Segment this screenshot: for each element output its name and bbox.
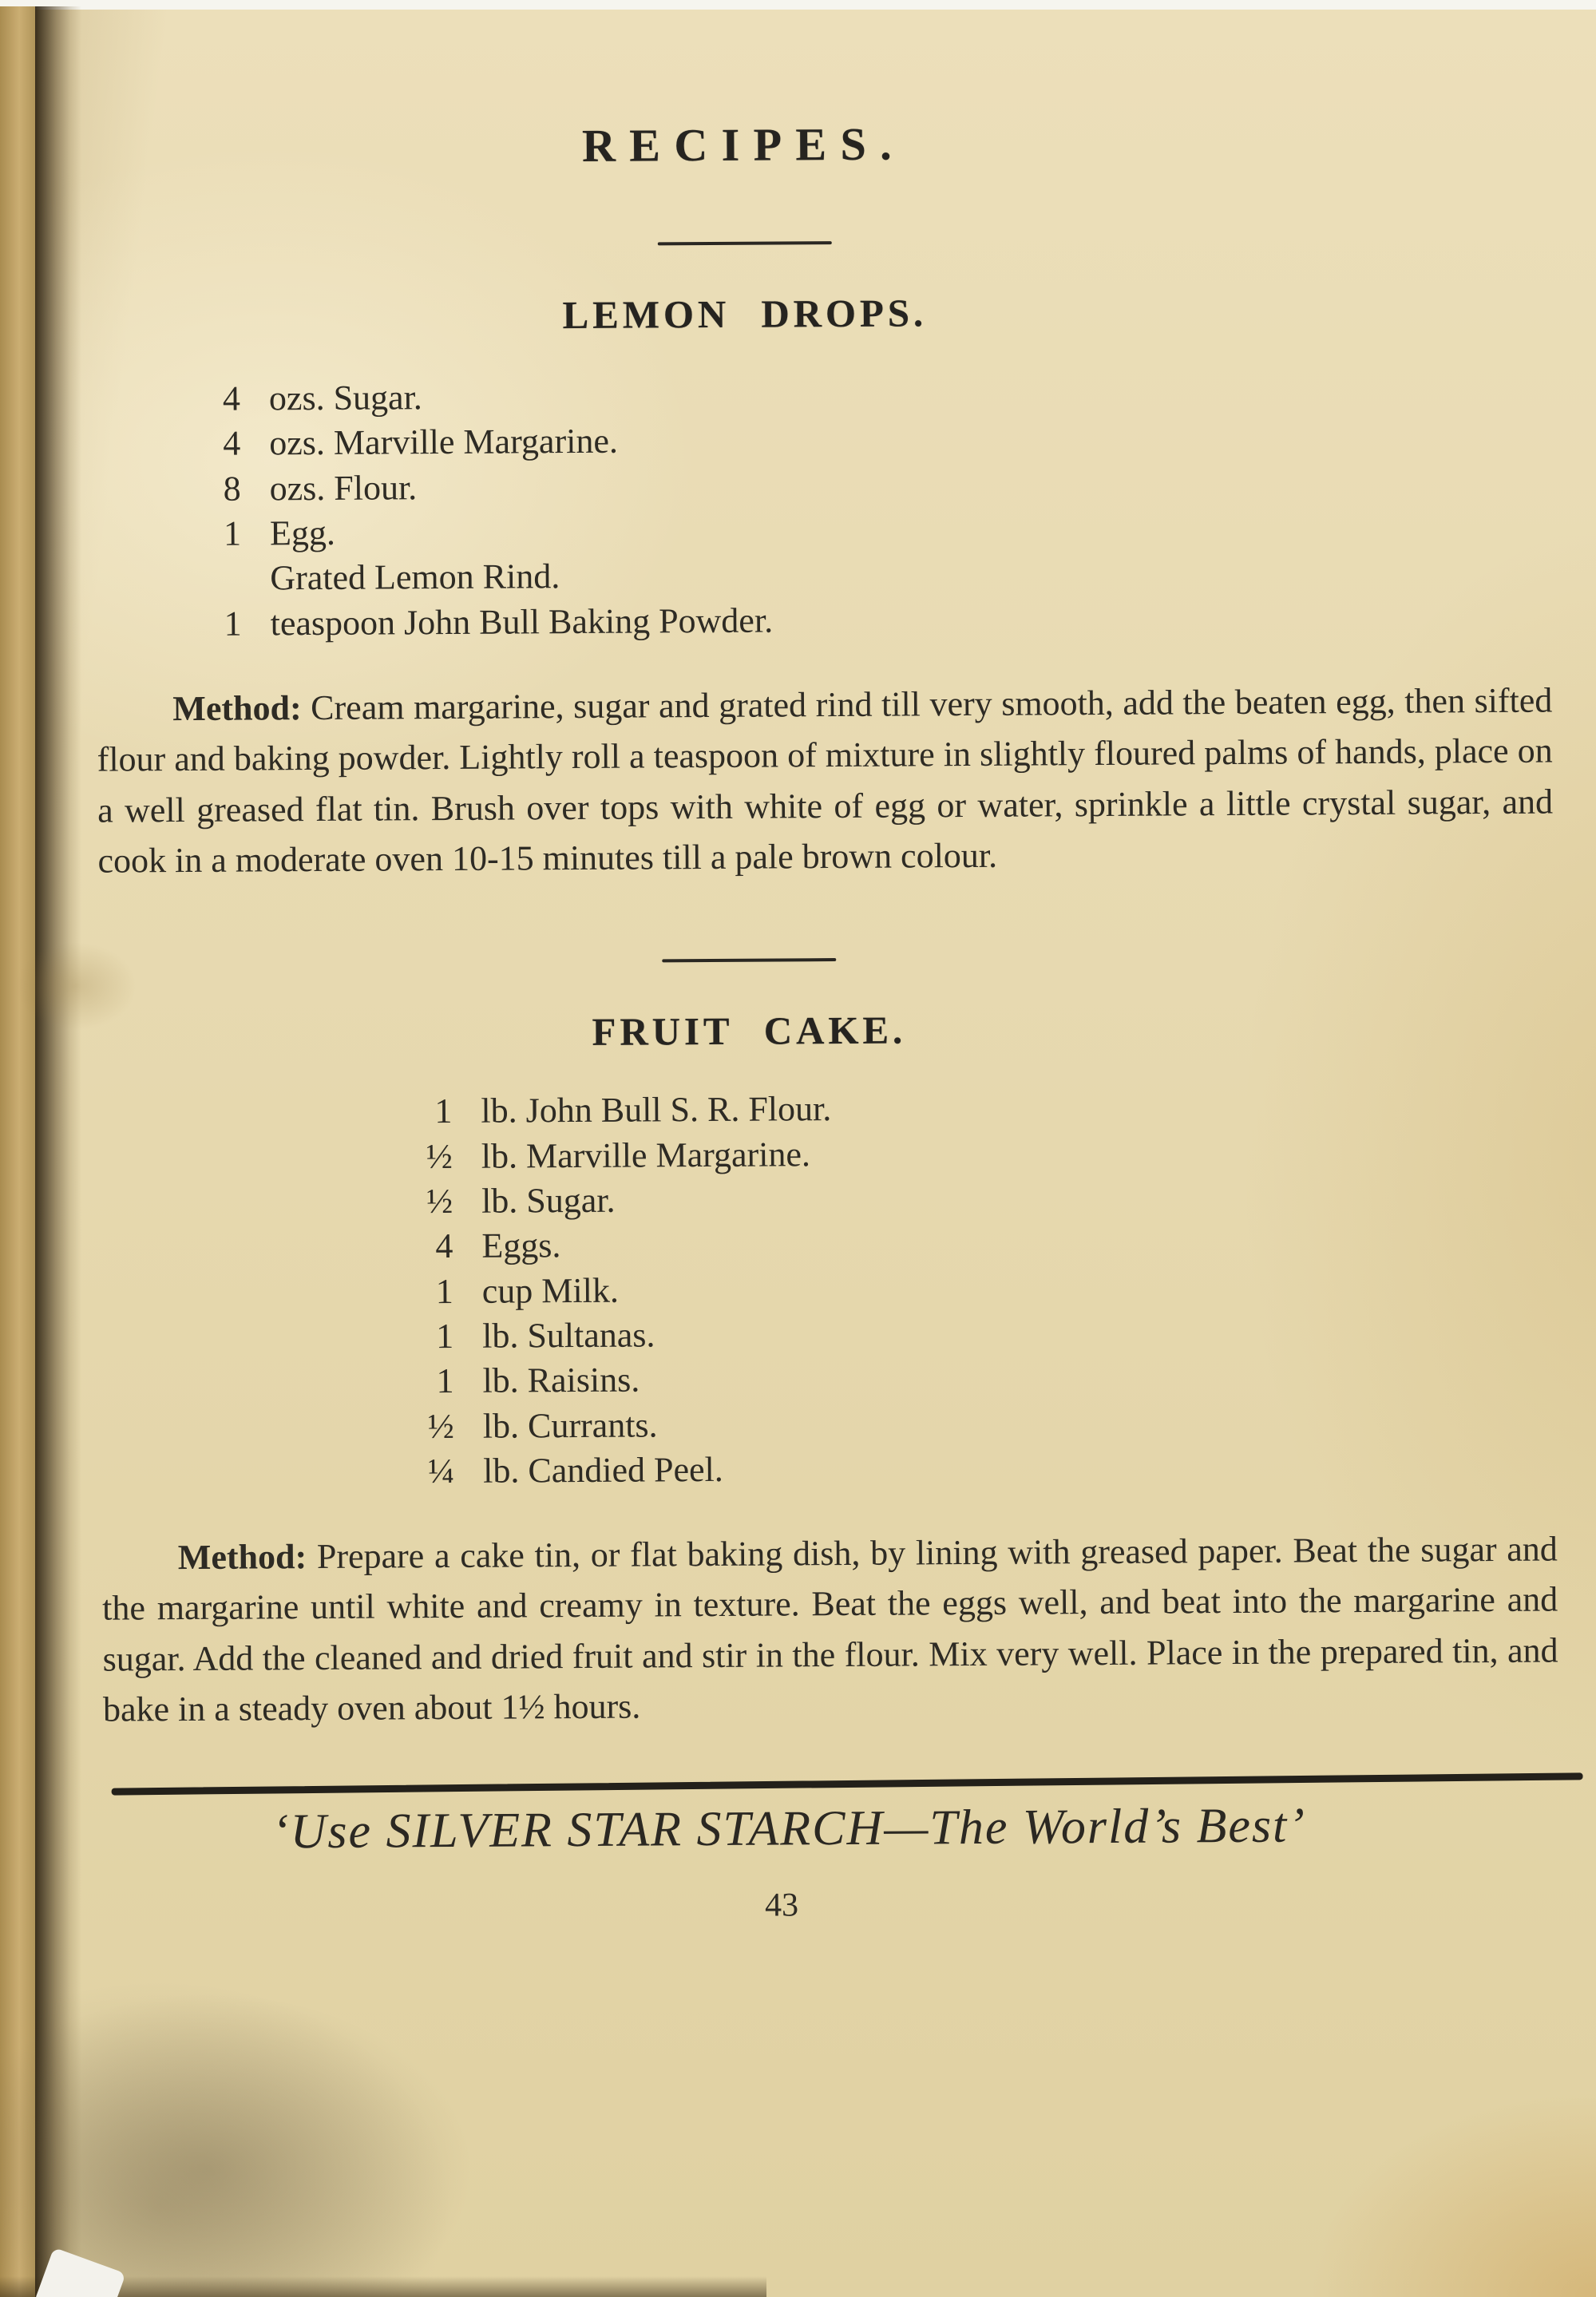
page-content	[80, 5, 1596, 1928]
ingredient-text: lb. John Bull S. R. Flour.	[481, 1089, 832, 1131]
binding-shadow	[35, 6, 81, 2297]
ingredient-text: Eggs.	[481, 1226, 561, 1266]
method-paragraph	[97, 675, 1554, 886]
ingredient-text: ozs. Marville Margarine.	[269, 422, 619, 463]
ingredient-row	[396, 1262, 1596, 1315]
binding-edge	[0, 6, 35, 2297]
ingredient-row	[394, 1082, 1596, 1135]
method-text: Prepare a cake tin, or flat baking dish, by lining with greased paper. Beat the sugar and the margarine until white and creamy in texture. Beat the eggs well, and beat into the margarine and sugar. Add the cleaned and dried fruit and stir in the flour. Mix very well. Place in the prepared tin, and bake in a steady oven about 1½ hours.	[102, 1529, 1558, 1729]
ingredient-text: Egg.	[269, 513, 336, 553]
ingredient-row	[396, 1352, 1596, 1404]
ingredient-quantity: 1	[223, 513, 242, 553]
ingredient-quantity: 4	[223, 423, 241, 464]
method-paragraph	[102, 1524, 1559, 1736]
ingredient-row	[184, 593, 1596, 647]
title-block	[81, 114, 1408, 249]
section-divider	[662, 958, 836, 962]
recipe-section-fruit-cake	[86, 1003, 1596, 1735]
ingredient-quantity: 4	[222, 378, 241, 418]
ingredient-quantity: 1	[435, 1316, 454, 1356]
ingredient-text: ozs. Flour.	[269, 467, 418, 508]
ingredient-row	[395, 1172, 1596, 1225]
ingredient-text: cup Milk.	[481, 1270, 620, 1311]
footer-slogan: ‘Use SILVER STAR STARCH—The World’s Best’	[271, 1798, 1307, 1859]
ingredient-row	[397, 1397, 1596, 1450]
ingredient-quantity: ½	[426, 1181, 453, 1222]
ingredient-row	[395, 1127, 1596, 1180]
ingredient-quantity: ½	[426, 1136, 453, 1176]
recipe-title: LEMON DROPS.	[562, 291, 928, 338]
footer-rule	[112, 1772, 1583, 1795]
ingredient-quantity: 1	[224, 604, 242, 644]
method-label: Method:	[177, 1537, 307, 1578]
ingredient-text: lb. Currants.	[482, 1404, 658, 1446]
ingredient-text: lb. Candied Peel.	[483, 1449, 723, 1491]
ingredient-text: lb. Sugar.	[481, 1180, 616, 1221]
method-text: Cream margarine, sugar and grated rind till very smooth, add the beaten egg, then sifted flour and baking powder. Lightly roll a teaspoon of mixture in slightly floured palms of hands, place on a well greased flat tin. Brush over tops with white of egg or water, sprinkle a little crystal sugar, and cook in a moderate oven 10-15 minutes till a pale brown colour.	[97, 680, 1554, 881]
ingredient-quantity: 4	[435, 1226, 453, 1266]
ingredient-text: lb. Marville Margarine.	[481, 1134, 811, 1176]
ingredient-text: Grated Lemon Rind.	[270, 556, 560, 598]
ingredient-list	[183, 368, 1596, 647]
ingredient-quantity: ¼	[428, 1451, 455, 1491]
ingredient-quantity: 8	[223, 469, 241, 509]
method-label: Method:	[172, 687, 302, 728]
page-number: 43	[764, 1886, 799, 1924]
ingredient-row	[395, 1217, 1596, 1269]
ingredient-quantity: 1	[434, 1091, 453, 1131]
ingredient-row	[396, 1307, 1596, 1360]
ingredient-text: ozs. Sugar.	[268, 378, 422, 418]
ingredient-text: lb. Raisins.	[482, 1360, 640, 1400]
ingredient-row	[397, 1442, 1596, 1495]
ingredient-text: lb. Sultanas.	[481, 1315, 655, 1356]
page-title: RECIPES.	[581, 117, 906, 172]
recipe-section-lemon-drops	[81, 286, 1596, 886]
title-divider	[657, 241, 831, 245]
ingredient-list	[394, 1082, 1596, 1494]
ingredient-quantity	[184, 556, 241, 602]
ingredient-quantity: 1	[435, 1271, 453, 1311]
ingredient-quantity: ½	[427, 1406, 454, 1446]
ingredient-quantity: 1	[436, 1361, 454, 1401]
ingredient-text: teaspoon John Bull Baking Powder.	[270, 600, 774, 643]
recipe-title: FRUIT CAKE.	[592, 1008, 907, 1055]
